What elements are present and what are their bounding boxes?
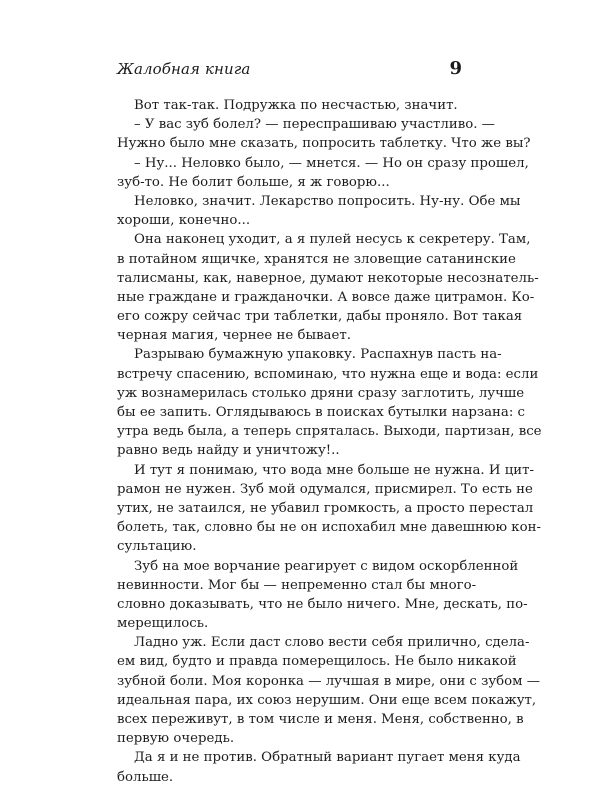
- text-line: всех переживут, в том числе и меня. Меня, собственно, в: [117, 712, 524, 727]
- text-line: хороши, конечно...: [117, 213, 251, 229]
- text-line: ные граждане и гражданочки. А вовсе даже цитрамон. Ко-: [117, 289, 535, 305]
- text-line: болеть, так, словно бы не он испохабил мне давешнюю кон-: [117, 520, 541, 536]
- text-line: Зуб на мое ворчание реагирует с видом оскорбленной: [134, 558, 519, 574]
- text-line: талисманы, как, наверное, думают некоторые несознатель-: [117, 270, 539, 286]
- paragraph: [117, 557, 528, 634]
- text-line: – У вас зуб болел? — переспрашиваю участливо. —: [134, 117, 495, 133]
- text-line: ем вид, будто и правда померещилось. Не было никакой: [117, 654, 517, 670]
- page-header: [117, 58, 462, 79]
- text-line: идеальная пара, их союз нерушим. Они еще всем покажут,: [117, 692, 537, 708]
- text-line: Неловко, значит. Лекарство попросить. Ну-ну. Обе мы: [134, 193, 521, 209]
- paragraph: [117, 748, 521, 786]
- paragraph: [117, 154, 529, 192]
- text-line: утих, не затаился, не убавил громкость, а просто перестал: [117, 500, 534, 516]
- text-line: невинности. Мог бы — непременно стал бы многo-: [117, 577, 477, 593]
- text-line: рамон не нужен. Зуб мой одумался, присмирел. То есть не: [117, 481, 533, 497]
- text-line: черная магия, чернее не бывает.: [117, 328, 351, 344]
- text-line: его сожру сейчас три таблетки, дабы проняло. Вот такая: [117, 309, 523, 325]
- text-line: первую очередь.: [117, 731, 235, 747]
- text-line: уж вознамерилась столько дряни сразу заглотить, лучше: [117, 385, 525, 401]
- paragraph: [117, 96, 462, 115]
- paragraph: [117, 461, 541, 557]
- text-line: Вот так-так. Подружка по несчастью, значит.: [134, 98, 458, 113]
- body-text: [117, 96, 542, 787]
- paragraph: [117, 192, 521, 230]
- text-line: зуб-то. Не болит больше, я ж говорю...: [117, 174, 390, 190]
- text-line: словно доказывать, что не было ничего. Мне, дескать, по-: [117, 596, 528, 612]
- text-line: сультацию.: [117, 539, 197, 555]
- text-line: Нужно было мне сказать, попросить таблетку. Что же вы?: [117, 136, 531, 152]
- text-line: зубной боли. Моя коронка — лучшая в мире, они с зубом —: [117, 673, 541, 689]
- text-line: мерещилось.: [117, 616, 209, 632]
- paragraph: [117, 115, 531, 153]
- page-number: 9: [449, 58, 462, 79]
- text-line: Разрываю бумажную упаковку. Распахнув пасть на-: [134, 347, 502, 363]
- text-line: И тут я понимаю, что вода мне больше не нужна. И цит-: [134, 462, 534, 478]
- text-line: больше.: [117, 769, 174, 785]
- text-line: утра ведь была, а теперь спряталась. Выходи, партизан, все: [117, 424, 542, 440]
- paragraph: [117, 633, 541, 748]
- running-title: Жалобная книга: [117, 60, 251, 78]
- text-line: бы ее запить. Оглядываюсь в поисках бутылки нарзана: с: [117, 405, 526, 420]
- text-line: встречу спасению, вспоминаю, что нужна еще и вода: если: [117, 366, 539, 382]
- text-line: в потайном ящичке, хранятся не зловещие сатанинские: [117, 251, 516, 267]
- paragraph: [117, 230, 539, 345]
- paragraph: [117, 345, 542, 460]
- text-line: Ладно уж. Если даст слово вести себя прилично, сделa-: [134, 635, 530, 651]
- text-line: Да я и не против. Обратный вариант пугает меня куда: [134, 750, 521, 766]
- text-line: – Ну... Неловко было, — мнется. — Но он сразу прошел,: [134, 155, 529, 171]
- text-line: равно ведь найду и уничтожу!..: [117, 443, 340, 459]
- text-line: Она наконец уходит, а я пулей несусь к секретеру. Там,: [134, 232, 531, 248]
